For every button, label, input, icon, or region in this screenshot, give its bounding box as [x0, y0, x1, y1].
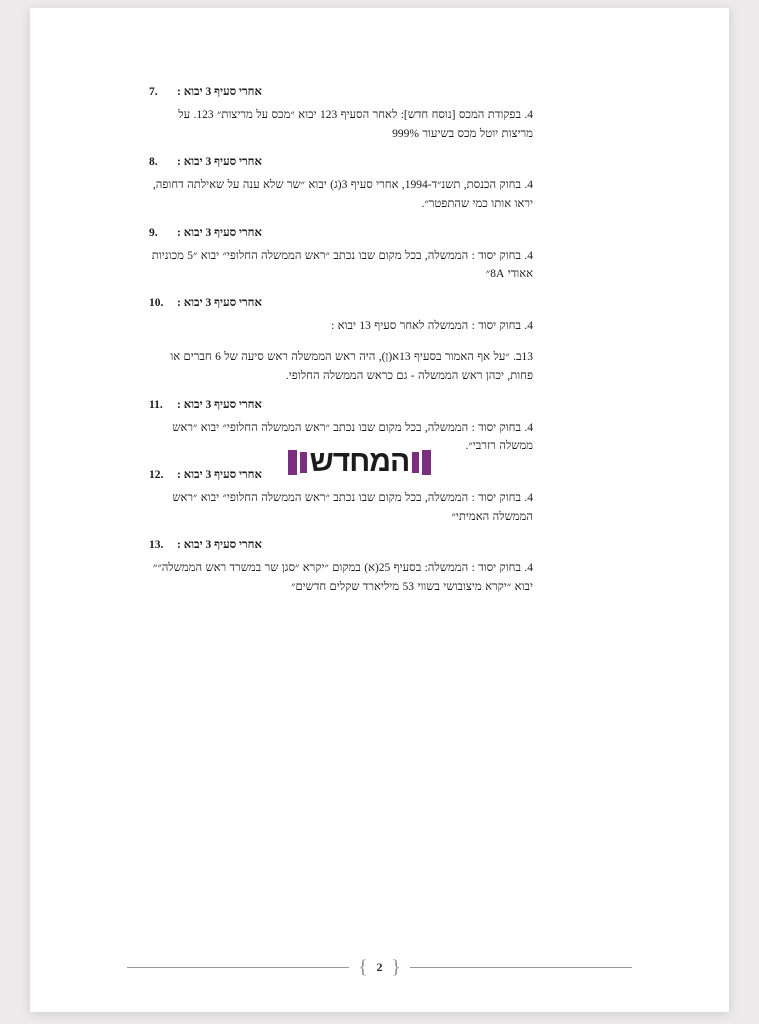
clause-paragraph: 4. בחוק יסוד : הממשלה, בכל מקום שבו נכתב ״ראש הממשלה החלופי״ יבוא ״5 מכוניות אאודי 8A״ — [151, 249, 533, 281]
clause-paragraph: 4. בחוק יסוד : הממשלה לאחר סעיף 13 יבוא : — [331, 319, 533, 332]
clause-item — [149, 156, 533, 213]
clause-item — [149, 297, 533, 386]
page-number: 2 — [376, 960, 383, 974]
clause-heading — [149, 399, 533, 411]
document-page — [30, 8, 729, 1012]
clause-item — [149, 469, 533, 526]
clause-number: 9. — [149, 226, 158, 239]
clause-heading-text: אחרי סעיף 3 יבוא : — [177, 468, 262, 481]
clause-heading — [149, 156, 533, 168]
clause-item — [149, 539, 533, 596]
clause-paragraph: 4. בחוק יסוד : הממשלה, בכל מקום שבו נכתב ״ראש הממשלה החלופי״ יבוא ״ראש ממשלה רזרבי״. — [172, 421, 533, 453]
clause-heading — [149, 469, 533, 481]
footer-divider-left — [127, 967, 349, 968]
page-footer — [30, 958, 729, 977]
clause-heading — [149, 86, 533, 98]
clause-paragraph: 4. בפקודת המכס [נוסח חדש]: לאחר הסעיף 123 יבוא ״מכס על מריצות״ 123. על מריצות יוטל מכס בשיעור 999% — [178, 109, 533, 140]
clause-number: 10. — [149, 296, 164, 309]
clause-heading-text: אחרי סעיף 3 יבוא : — [177, 156, 262, 169]
clause-item — [149, 86, 533, 143]
clause-heading-text: אחרי סעיף 3 יבוא : — [177, 539, 262, 552]
clause-number: 12. — [149, 468, 164, 481]
clause-heading-text: אחרי סעיף 3 יבוא : — [177, 398, 262, 411]
clause-heading — [149, 297, 533, 309]
clause-heading-text: אחרי סעיף 3 יבוא : — [177, 226, 262, 239]
clause-heading-text: אחרי סעיף 3 יבוא : — [177, 86, 262, 98]
footer-page-number-group — [349, 958, 409, 977]
footer-brace-left-icon: { — [391, 957, 401, 978]
clause-paragraph: 4. בחוק יסוד : הממשלה, בכל מקום שבו נכתב ״ראש הממשלה החלופי״ יבוא ״ראש הממשלה האמיתי״ — [172, 491, 533, 523]
clause-number: 8. — [149, 156, 158, 169]
clause-item — [149, 399, 533, 456]
clause-item — [149, 227, 533, 284]
document-content — [149, 86, 533, 609]
clause-paragraph: 4. בחוק יסוד : הממשלה: בסעיף 25(א) במקום ״יקרא ״סגן שר במשרד ראש הממשלה״״ יבוא ״יקרא מיצובושי בשווי 53 מיליארד שקלים חדשים״ — [152, 562, 533, 593]
clause-heading — [149, 227, 533, 239]
clause-heading — [149, 539, 533, 551]
watermark-text: המחדש — [309, 445, 410, 478]
clause-number: 13. — [149, 539, 164, 552]
footer-brace-right-icon: } — [358, 957, 368, 978]
footer-divider-right — [410, 967, 632, 968]
clause-number: 7. — [149, 86, 158, 98]
clause-paragraph: 13ב. ״על אף האמור בסעיף 13א(ן), היה ראש הממשלה ראש סיעה של 6 חברים או פחות, יכהן ראש הממשלה - גם כראש הממשלה החלופי. — [170, 351, 533, 382]
clause-heading-text: אחרי סעיף 3 יבוא : — [177, 296, 262, 309]
clause-paragraph: 4. בחוק הכנסת, תשנ״ד-1994, אחרי סעיף 3(ג) יבוא ״שר שלא ענה על שאילתה דחופה, יראו אותו כמי שהתפטר״. — [152, 179, 533, 210]
clause-number: 11. — [149, 398, 163, 411]
